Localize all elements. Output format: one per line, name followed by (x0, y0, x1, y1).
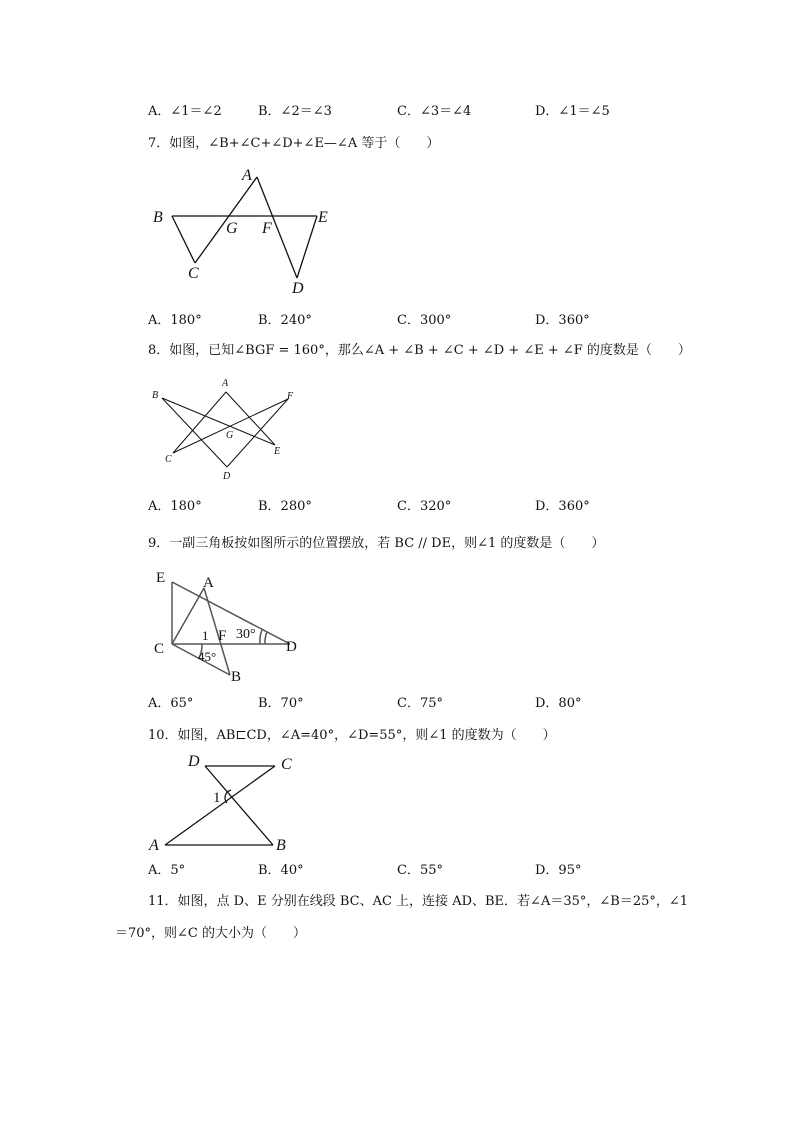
q6-option-b: B．∠2＝∠3 (258, 104, 332, 119)
q9-label-30deg: 30° (236, 627, 256, 642)
q10-label-c: C (281, 756, 292, 773)
q8-option-c: C．320° (397, 499, 452, 514)
q10-option-b: B．40° (258, 863, 304, 878)
q10-label-d: D (188, 753, 200, 770)
q8-stem: 8．如图，已知∠BGF = 160°，那么∠A + ∠B + ∠C + ∠D + ∠E + ∠F 的度数是（ ） (148, 343, 691, 358)
q8-label-g: G (226, 430, 234, 441)
q8-label-e: E (274, 446, 281, 457)
q8-label-a: A (222, 378, 229, 389)
q8-figure (145, 372, 305, 487)
q9-label-45deg: 45° (198, 649, 217, 664)
q6-option-d: D．∠1＝∠5 (535, 104, 610, 119)
q9-label-c: C (154, 641, 165, 657)
q7-label-d: D (292, 280, 304, 297)
q9-label-b: B (231, 669, 242, 685)
q10-option-a: A．5° (148, 863, 186, 878)
q9-figure (145, 560, 315, 690)
q7-label-c: C (188, 265, 199, 282)
q8-option-d: D．360° (535, 499, 590, 514)
q8-label-f: F (287, 391, 294, 402)
q9-label-d: D (286, 639, 297, 655)
q7-label-g: G (226, 220, 238, 237)
q6-option-c: C．∠3＝∠4 (397, 104, 472, 119)
q10-label-angle-1: 1 (213, 790, 221, 806)
q9-option-c: C．75° (397, 696, 443, 711)
q7-option-d: D．360° (535, 313, 590, 328)
q11-stem-line1: 11．如图，点 D、E 分别在线段 BC、AC 上，连接 AD、BE．若∠A＝35°，∠B＝25°，∠1 (148, 894, 689, 909)
q7-option-c: C．300° (397, 313, 452, 328)
q7-stem: 7．如图，∠B+∠C+∠D+∠E—∠A 等于（ ） (148, 136, 440, 151)
q10-label-b: B (276, 837, 286, 854)
q7-option-a: A．180° (148, 313, 202, 328)
q10-stem: 10．如图，AB⊏CD，∠A=40°，∠D=55°，则∠1 的度数为（ ） (148, 728, 556, 743)
q9-label-a: A (203, 575, 214, 591)
q8-option-a: A．180° (148, 499, 202, 514)
q9-label-angle-1: 1 (202, 628, 209, 643)
q6-option-a: A．∠1＝∠2 (148, 104, 222, 119)
q8-label-c: C (165, 454, 172, 465)
q9-option-b: B．70° (258, 696, 304, 711)
q9-label-f: F (218, 628, 227, 644)
q7-option-b: B．240° (258, 313, 312, 328)
q11-stem-line2: ＝70°，则∠C 的大小为（ ） (115, 926, 307, 941)
q8-label-b: B (152, 390, 159, 401)
q10-option-d: D．95° (535, 863, 582, 878)
q7-label-e: E (318, 209, 328, 226)
q7-figure (145, 160, 345, 300)
q7-label-b: B (153, 209, 163, 226)
q9-option-d: D．80° (535, 696, 582, 711)
q7-label-a: A (242, 167, 252, 184)
q7-label-f: F (262, 220, 272, 237)
q10-option-c: C．55° (397, 863, 443, 878)
q9-label-e: E (156, 570, 166, 586)
q8-label-d: D (223, 471, 231, 482)
q9-option-a: A．65° (148, 696, 194, 711)
q8-option-b: B．280° (258, 499, 312, 514)
q10-figure (145, 750, 305, 860)
q9-stem: 9．一副三角板按如图所示的位置摆放，若 BC // DE，则∠1 的度数是（ ） (148, 536, 605, 551)
q10-label-a: A (149, 837, 159, 854)
